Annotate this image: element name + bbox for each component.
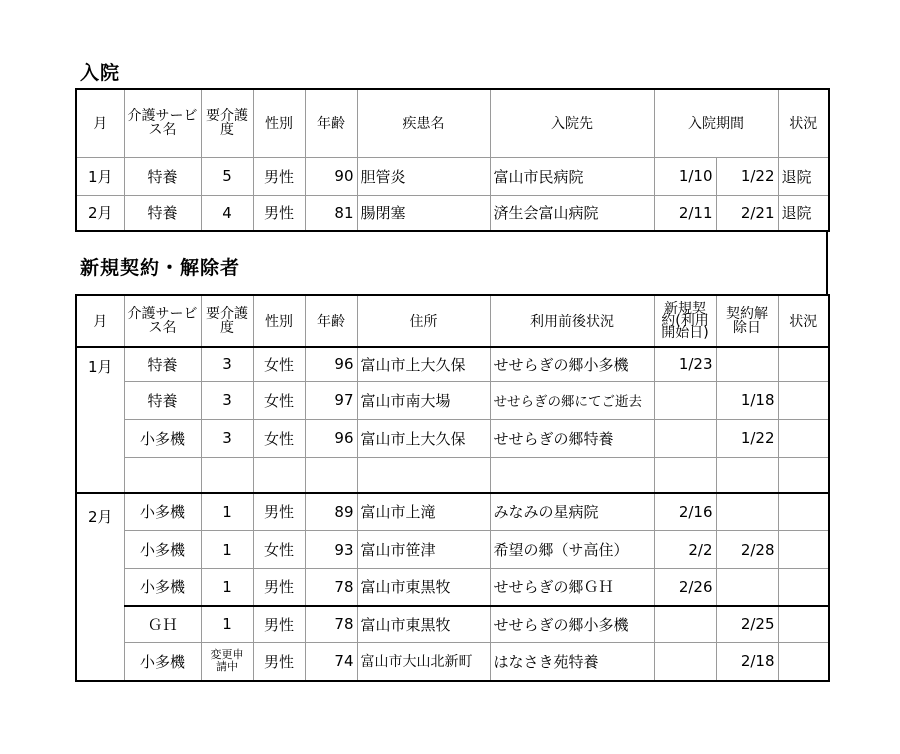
cell-care-level: 3 xyxy=(201,381,253,419)
header-period: 入院期間 xyxy=(654,89,778,157)
cell-care-level: 変更申請中 xyxy=(201,643,253,681)
cell-care-level: 1 xyxy=(201,569,253,606)
cell-start: 1/23 xyxy=(654,347,716,381)
table-row xyxy=(76,606,829,643)
header-month: 月 xyxy=(76,295,124,347)
cell-start: 2/16 xyxy=(654,493,716,531)
table-row-empty xyxy=(76,457,829,493)
cell-situation: せせらぎの郷小多機 xyxy=(490,606,654,643)
cell-hospital: 富山市民病院 xyxy=(490,157,654,195)
header-status: 状況 xyxy=(778,295,829,347)
header-sex: 性別 xyxy=(253,89,305,157)
cell-status xyxy=(778,381,829,419)
header-care-level: 要介護度 xyxy=(201,295,253,347)
cell-age: 96 xyxy=(305,419,357,457)
cell-service: 特養 xyxy=(124,195,201,231)
cell-start xyxy=(654,381,716,419)
cell-month: 1月 xyxy=(76,347,124,493)
cell-situation: せせらぎの郷にてご逝去 xyxy=(490,381,654,419)
cell-month: 2月 xyxy=(76,195,124,231)
empty-cell xyxy=(490,457,654,493)
cell-situation: 希望の郷（サ高住） xyxy=(490,531,654,569)
empty-cell xyxy=(253,457,305,493)
cell-situation: せせらぎの郷小多機 xyxy=(490,347,654,381)
cell-hospital: 済生会富山病院 xyxy=(490,195,654,231)
cell-address: 富山市南大場 xyxy=(357,381,490,419)
cell-age: 96 xyxy=(305,347,357,381)
cell-age: 90 xyxy=(305,157,357,195)
table-row xyxy=(76,157,829,195)
contracts-section-title: 新規契約・解除者 xyxy=(80,257,241,279)
cell-sex: 男性 xyxy=(253,643,305,681)
cell-start: 2/26 xyxy=(654,569,716,606)
table-row xyxy=(76,493,829,531)
header-service: 介護サービス名 xyxy=(124,89,201,157)
cell-end: 2/28 xyxy=(716,531,778,569)
cell-status: 退院 xyxy=(778,157,829,195)
header-month: 月 xyxy=(76,89,124,157)
header-status: 状況 xyxy=(778,89,829,157)
cell-age: 97 xyxy=(305,381,357,419)
cell-status xyxy=(778,606,829,643)
header-care-level: 要介護度 xyxy=(201,89,253,157)
cell-status xyxy=(778,493,829,531)
cell-sex: 女性 xyxy=(253,347,305,381)
cell-address: 富山市上滝 xyxy=(357,493,490,531)
header-start: 新規契約(利用開始日) xyxy=(654,295,716,347)
table-row xyxy=(76,419,829,457)
cell-month: 1月 xyxy=(76,157,124,195)
cell-end xyxy=(716,569,778,606)
cell-start xyxy=(654,606,716,643)
table-row xyxy=(76,531,829,569)
cell-care-level: 1 xyxy=(201,531,253,569)
header-age: 年齢 xyxy=(305,295,357,347)
table-row xyxy=(76,643,829,681)
cell-end: 1/18 xyxy=(716,381,778,419)
admission-table xyxy=(75,88,830,232)
header-situation: 利用前後状況 xyxy=(490,295,654,347)
cell-service: 特養 xyxy=(124,347,201,381)
table-row xyxy=(76,569,829,606)
cell-end: 2/25 xyxy=(716,606,778,643)
cell-address: 富山市東黒牧 xyxy=(357,569,490,606)
table-row xyxy=(76,195,829,231)
cell-sex: 女性 xyxy=(253,531,305,569)
cell-age: 78 xyxy=(305,569,357,606)
cell-status xyxy=(778,531,829,569)
cell-situation: はなさき苑特養 xyxy=(490,643,654,681)
cell-from: 2/11 xyxy=(654,195,716,231)
header-sex: 性別 xyxy=(253,295,305,347)
table-row xyxy=(76,347,829,381)
empty-cell xyxy=(201,457,253,493)
cell-age: 89 xyxy=(305,493,357,531)
cell-service: 小多機 xyxy=(124,419,201,457)
cell-from: 1/10 xyxy=(654,157,716,195)
cell-care-level: 5 xyxy=(201,157,253,195)
empty-cell xyxy=(305,457,357,493)
cell-age: 74 xyxy=(305,643,357,681)
cell-age: 81 xyxy=(305,195,357,231)
cell-sex: 女性 xyxy=(253,381,305,419)
cell-address: 富山市笹津 xyxy=(357,531,490,569)
cell-end xyxy=(716,347,778,381)
empty-cell xyxy=(778,457,829,493)
cell-service: 小多機 xyxy=(124,531,201,569)
header-age: 年齢 xyxy=(305,89,357,157)
cell-care-level: 4 xyxy=(201,195,253,231)
cell-address: 富山市東黒牧 xyxy=(357,606,490,643)
admission-section-title: 入院 xyxy=(80,62,121,84)
admission-header-row xyxy=(76,89,829,157)
cell-address: 富山市大山北新町 xyxy=(357,643,490,681)
cell-care-level: 3 xyxy=(201,347,253,381)
header-address: 住所 xyxy=(357,295,490,347)
cell-situation: せせらぎの郷ＧＨ xyxy=(490,569,654,606)
cell-age: 93 xyxy=(305,531,357,569)
empty-cell xyxy=(654,457,716,493)
contracts-header-row xyxy=(76,295,829,347)
cell-end: 2/18 xyxy=(716,643,778,681)
cell-status xyxy=(778,569,829,606)
cell-disease: 腸閉塞 xyxy=(357,195,490,231)
cell-status xyxy=(778,643,829,681)
cell-service: ＧＨ xyxy=(124,606,201,643)
cell-sex: 男性 xyxy=(253,569,305,606)
cell-care-level: 1 xyxy=(201,606,253,643)
header-service: 介護サービス名 xyxy=(124,295,201,347)
cell-month: 2月 xyxy=(76,493,124,681)
cell-address: 富山市上大久保 xyxy=(357,347,490,381)
cell-sex: 男性 xyxy=(253,493,305,531)
cell-address: 富山市上大久保 xyxy=(357,419,490,457)
cell-to: 2/21 xyxy=(716,195,778,231)
cell-service: 小多機 xyxy=(124,493,201,531)
cell-end xyxy=(716,493,778,531)
empty-cell xyxy=(716,457,778,493)
header-disease: 疾患名 xyxy=(357,89,490,157)
cell-situation: みなみの星病院 xyxy=(490,493,654,531)
cell-disease: 胆管炎 xyxy=(357,157,490,195)
cell-to: 1/22 xyxy=(716,157,778,195)
cell-sex: 男性 xyxy=(253,606,305,643)
cell-start xyxy=(654,419,716,457)
cell-status xyxy=(778,347,829,381)
cell-start: 2/2 xyxy=(654,531,716,569)
empty-cell xyxy=(357,457,490,493)
cell-start xyxy=(654,643,716,681)
cell-care-level: 3 xyxy=(201,419,253,457)
cell-status xyxy=(778,419,829,457)
cell-service: 特養 xyxy=(124,381,201,419)
cell-sex: 男性 xyxy=(253,195,305,231)
cell-sex: 女性 xyxy=(253,419,305,457)
cell-sex: 男性 xyxy=(253,157,305,195)
contracts-table xyxy=(75,294,830,682)
empty-cell xyxy=(124,457,201,493)
cell-service: 小多機 xyxy=(124,569,201,606)
section-divider-edge xyxy=(826,230,828,296)
table-row xyxy=(76,381,829,419)
cell-status: 退院 xyxy=(778,195,829,231)
cell-service: 小多機 xyxy=(124,643,201,681)
header-end: 契約解除日 xyxy=(716,295,778,347)
header-hospital: 入院先 xyxy=(490,89,654,157)
cell-service: 特養 xyxy=(124,157,201,195)
cell-end: 1/22 xyxy=(716,419,778,457)
cell-care-level: 1 xyxy=(201,493,253,531)
cell-age: 78 xyxy=(305,606,357,643)
cell-situation: せせらぎの郷特養 xyxy=(490,419,654,457)
